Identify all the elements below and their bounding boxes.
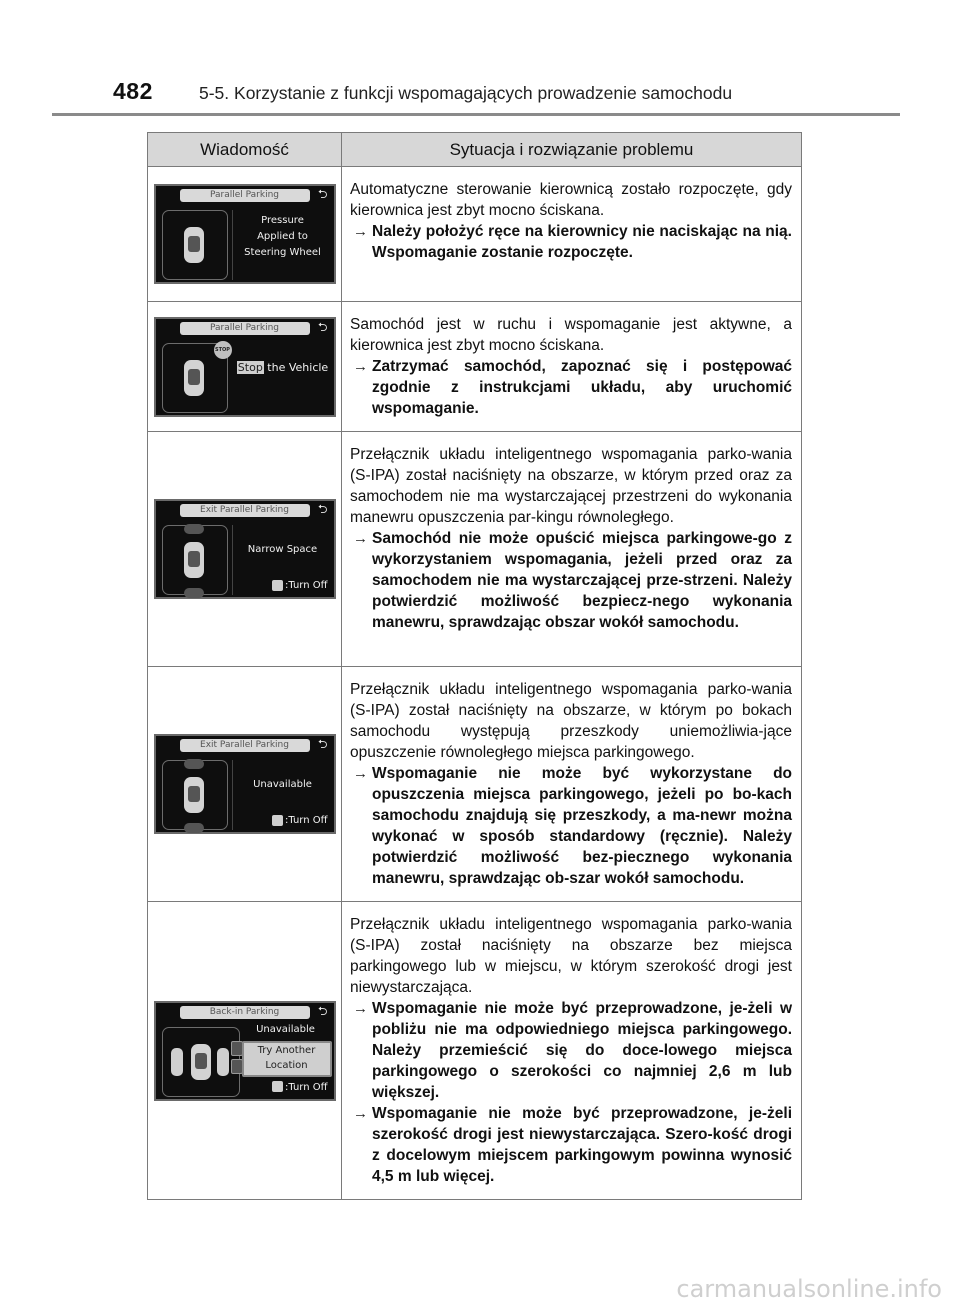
return-icon: ⮌	[317, 737, 328, 751]
screen-message: Narrow Space	[247, 544, 318, 555]
parking-switch-icon	[272, 815, 283, 826]
message-image-cell	[148, 167, 342, 302]
car-icon	[184, 360, 204, 396]
page-header	[0, 0, 960, 118]
table-row	[148, 302, 802, 432]
solution-text: Wspomaganie nie może być wykorzystane do opuszczenia miejsca parkingowego, jeżeli po bo-kach samochodu znajdują się przeszkody, a ma-newr można wykonać w sposób standardowy (ręcznie). Należy potwierdzić możliwość bez-piecznego wykonania manewru, sprawdzając ob-szar wokół samochodu.	[372, 765, 792, 887]
stop-message-rest: the Vehicle	[263, 360, 329, 374]
screen-title: Parallel Parking	[180, 189, 310, 202]
screen-title: Exit Parallel Parking	[180, 739, 310, 752]
arrow-icon: →	[353, 223, 368, 240]
parking-switch-icon	[272, 580, 283, 591]
car-icon	[191, 1044, 211, 1080]
solution-item	[350, 998, 792, 1103]
solution-item	[350, 221, 792, 263]
screen-divider	[232, 210, 233, 280]
car-icon	[184, 542, 204, 578]
display-screen-narrow-space	[154, 499, 336, 599]
button-line: Try Another	[257, 1044, 316, 1056]
arrow-icon: →	[353, 530, 368, 547]
column-header-message: Wiadomość	[148, 133, 342, 167]
page-number: 482	[113, 78, 153, 104]
situation-description: Automatyczne sterowanie kierownicą zostało rozpoczęte, gdy kierownica jest zbyt mocno ściskana.	[350, 181, 792, 219]
return-icon: ⮌	[317, 319, 328, 334]
side-marker-icon	[231, 1041, 243, 1056]
front-car-icon	[184, 759, 204, 769]
section-title: 5-5. Korzystanie z funkcji wspomagających prowadzenie samochodu	[199, 83, 733, 103]
situation-description: Przełącznik układu inteligentnego wspomagania parko-wania (S-IPA) został naciśnięty na obszarze, w którym przed oraz za samochodem nie ma wystarczającej przestrzeni do wykonania manewru opuszczenia par-kingu równoległego.	[350, 446, 792, 526]
solution-item	[350, 356, 792, 419]
display-screen-stop	[154, 317, 336, 417]
rear-car-icon	[184, 823, 204, 833]
table-row	[148, 167, 802, 302]
situation-description: Przełącznik układu inteligentnego wspomagania parko-wania (S-IPA) został naciśnięty na obszarze, w którym po bokach samochodu występują przeszkody uniemożliwia-jące opuszczenie równoległego miejsca parkingowego.	[350, 681, 792, 761]
situation-cell	[342, 432, 802, 667]
table-header-row	[148, 133, 802, 167]
try-another-location-button[interactable]	[242, 1041, 332, 1077]
screen-title: Back-in Parking	[180, 1006, 310, 1019]
return-icon: ⮌	[317, 1003, 328, 1018]
turn-off-label: :Turn Off	[284, 580, 328, 591]
column-header-situation: Sytuacja i rozwiązanie problemu	[342, 133, 802, 167]
message-table	[147, 132, 802, 1200]
screen-title: Parallel Parking	[180, 322, 310, 335]
table-row	[148, 902, 802, 1200]
situation-cell	[342, 167, 802, 302]
arrow-icon: →	[353, 358, 368, 375]
situation-description: Przełącznik układu inteligentnego wspomagania parko-wania (S-IPA) został naciśnięty na obszarze bez miejsca parkingowego lub w miejscu, w którym szerokość drogi jest niewystarczająca.	[350, 916, 792, 996]
turn-off-label: :Turn Off	[284, 1081, 328, 1093]
car-area	[162, 1027, 240, 1097]
parking-switch-icon	[272, 1081, 283, 1092]
car-area	[162, 760, 228, 830]
situation-cell	[342, 302, 802, 432]
situation-cell	[342, 902, 802, 1200]
situation-description: Samochód jest w ruchu i wspomaganie jest aktywne, a kierownica jest zbyt mocno ściskana.	[350, 316, 792, 354]
arrow-icon: →	[353, 1000, 368, 1017]
rear-car-icon	[184, 588, 204, 598]
display-screen-unavailable	[154, 734, 336, 834]
solution-item	[350, 1103, 792, 1187]
table-row	[148, 667, 802, 902]
button-line: Location	[265, 1059, 308, 1071]
screen-message-line: Steering Wheel	[244, 247, 321, 258]
car-area	[162, 210, 228, 280]
display-screen-try-another-location	[154, 1001, 336, 1101]
turn-off-hint	[236, 579, 328, 593]
front-car-icon	[184, 524, 204, 534]
display-screen-pressure	[154, 184, 336, 284]
screen-message	[236, 361, 330, 375]
stop-word: Stop	[237, 360, 263, 374]
solution-item	[350, 528, 792, 633]
side-car-icon	[217, 1048, 229, 1076]
return-icon: ⮌	[317, 502, 328, 516]
screen-divider	[232, 760, 233, 830]
car-icon	[184, 227, 204, 263]
solution-text: Zatrzymać samochód, zapoznać się i postępować zgodnie z instrukcjami układu, aby uruchomić wspomaganie.	[372, 358, 792, 417]
screen-message: Unavailable	[256, 1023, 315, 1035]
arrow-icon: →	[353, 1105, 368, 1122]
watermark: carmanualsonline.info	[676, 1275, 942, 1303]
car-icon	[184, 777, 204, 813]
turn-off-hint	[236, 814, 328, 828]
situation-cell	[342, 667, 802, 902]
solution-text: Wspomaganie nie może być przeprowadzone, je-żeli szerokość drogi jest niewystarczająca. Szero-kość drogi z docelowym miejscem parkingowym powinna wynosić 4,5 m lub więcej.	[372, 1105, 792, 1185]
solution-text: Wspomaganie nie może być przeprowadzone, je-żeli w pobliżu nie ma odpowiedniego miejsca parkingowego. Należy przemieścić się do doce-lowego miejsca parkingowego o szerokości co najmniej 2,6 m lub większej.	[372, 1000, 792, 1101]
screen-message: Unavailable	[253, 779, 312, 790]
return-icon: ⮌	[317, 187, 328, 201]
turn-off-hint	[236, 1081, 328, 1095]
side-car-icon	[171, 1048, 183, 1076]
car-area	[162, 525, 228, 595]
screen-divider	[232, 525, 233, 595]
turn-off-label: :Turn Off	[284, 815, 328, 826]
header-divider	[52, 113, 900, 116]
table-row	[148, 432, 802, 667]
solution-item	[350, 763, 792, 889]
solution-text: Samochód nie może opuścić miejsca parkingowe-go z wykorzystaniem wspomagania, jeżeli przed oraz za samochodem nie ma wystarczającej prze-strzeni. Należy potwierdzić możliwość bezpiecz-nego wykonania manewru, sprawdzając obszar wokół samochodu.	[372, 530, 792, 631]
arrow-icon: →	[353, 765, 368, 782]
solution-text: Należy położyć ręce na kierownicy nie naciskając na nią. Wspomaganie zostanie rozpoczęte.	[372, 223, 792, 261]
message-image-cell	[148, 432, 342, 667]
side-marker-icon	[231, 1059, 243, 1074]
message-image-cell	[148, 302, 342, 432]
screen-message-line: Pressure	[261, 215, 304, 226]
screen-title: Exit Parallel Parking	[180, 504, 310, 517]
message-image-cell	[148, 902, 342, 1200]
screen-message-line: Applied to	[257, 231, 308, 242]
message-image-cell	[148, 667, 342, 902]
stop-sign-icon: STOP	[214, 341, 232, 359]
